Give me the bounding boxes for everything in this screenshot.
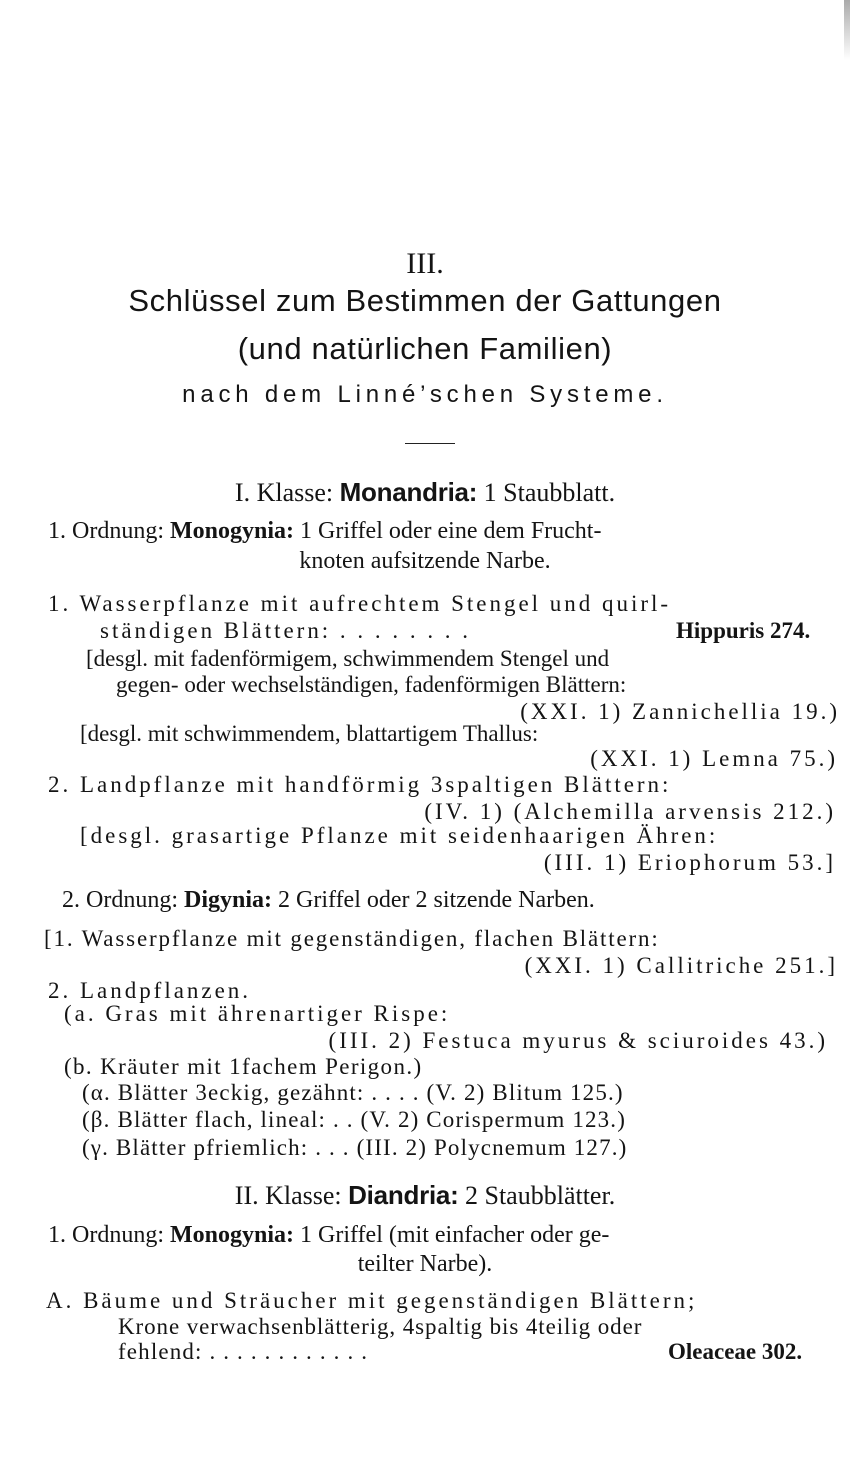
klasse-1-heading: [0, 478, 850, 507]
ordnung-1-desc: 1 Griffel oder eine dem Frucht-: [300, 518, 602, 544]
klasse-2-ordnung-1-desc-cont: teilter Narbe).: [357, 1251, 493, 1277]
key-line: fehlend: . . . . . . . . . . . .: [118, 1339, 369, 1364]
key-line: [desgl. mit schwimmendem, blattartigem Thallus:: [80, 721, 539, 746]
klasse-1-prefix: I. Klasse:: [234, 478, 334, 507]
key-line: (β. Blätter flach, lineal: . . (V. 2) Corispermum 123.): [82, 1107, 627, 1132]
ordnung-2-name: Digynia:: [184, 887, 273, 913]
klasse-2-prefix: II. Klasse:: [234, 1181, 342, 1210]
divider-rule: [405, 443, 455, 444]
ordnung-2-prefix: 2. Ordnung:: [62, 887, 178, 913]
key-line: (b. Kräuter mit 1fachem Perigon.): [64, 1054, 423, 1079]
key-line: (a. Gras mit ährenartiger Rispe:: [64, 1001, 451, 1026]
ordnung-2-heading: [62, 886, 595, 914]
section-number: III.: [406, 247, 444, 280]
klasse-2-ordnung-1-prefix: 1. Ordnung:: [48, 1222, 164, 1248]
ordnung-1-desc-cont: knoten aufsitzende Narbe.: [299, 548, 551, 574]
klasse-2-desc: 2 Staubblätter.: [465, 1181, 616, 1210]
klasse-1-name: Monandria:: [339, 477, 478, 507]
key-line: gegen- oder wechselständigen, fadenförmigen Blättern:: [116, 672, 627, 697]
section-title-line1: Schlüssel zum Bestimmen der Gattungen: [128, 283, 722, 318]
ordnung-1-prefix: 1. Ordnung:: [48, 518, 164, 544]
genus-ref: Oleaceae 302.: [668, 1339, 803, 1364]
ordnung-1-name: Monogynia:: [170, 518, 295, 544]
key-line: (γ. Blätter pfriemlich: . . . (III. 2) Polycnemum 127.): [82, 1135, 628, 1160]
genus-ref: (III. 1) Eriophorum 53.]: [543, 850, 836, 875]
genus-ref: (XXI. 1) Callitriche 251.]: [524, 953, 838, 978]
page-edge-shadow: [844, 0, 850, 60]
section-title-line2: (und natürlichen Familien): [237, 331, 613, 366]
key-line: [desgl. grasartige Pflanze mit seidenhaarigen Ähren:: [80, 823, 719, 848]
key-line: 1. Wasserpflanze mit aufrechtem Stengel und quirl-: [48, 591, 672, 616]
genus-ref: (III. 2) Festuca myurus & sciuroides 43.): [328, 1028, 828, 1053]
ordnung-1-heading: [48, 517, 601, 545]
key-line: A. Bäume und Sträucher mit gegenständigen Blättern;: [46, 1288, 698, 1313]
genus-ref: (IV. 1) (Alchemilla arvensis 212.): [424, 799, 836, 824]
klasse-1-desc: 1 Staubblatt.: [483, 478, 616, 507]
ordnung-2-desc: 2 Griffel oder 2 sitzende Narben.: [278, 887, 595, 913]
klasse-2-ordnung-1-name: Monogynia:: [170, 1222, 295, 1248]
genus-ref: (XXI. 1) Lemna 75.): [590, 746, 838, 771]
key-line: 2. Landpflanze mit handförmig 3spaltigen Blättern:: [48, 772, 672, 797]
key-line: Krone verwachsenblätterig, 4spaltig bis 4teilig oder: [118, 1314, 643, 1339]
genus-ref: Hippuris 274.: [676, 618, 811, 643]
key-line: ständigen Blättern: . . . . . . . .: [100, 618, 472, 643]
klasse-2-heading: [0, 1181, 850, 1210]
genus-ref: (XXI. 1) Zannichellia 19.): [520, 699, 840, 724]
klasse-2-name: Diandria:: [348, 1180, 459, 1210]
section-subtitle: nach dem Linné’schen Systeme.: [182, 381, 668, 408]
key-line: 2. Landpflanzen.: [48, 978, 252, 1003]
key-line: (α. Blätter 3eckig, gezähnt: . . . . (V. 2) Blitum 125.): [82, 1080, 624, 1105]
key-line: [desgl. mit fadenförmigem, schwimmendem Stengel und: [86, 646, 610, 671]
key-line: [1. Wasserpflanze mit gegenständigen, flachen Blättern:: [44, 926, 660, 951]
klasse-2-ordnung-1-heading: [48, 1221, 609, 1249]
klasse-2-ordnung-1-desc: 1 Griffel (mit einfacher oder ge-: [300, 1222, 610, 1248]
